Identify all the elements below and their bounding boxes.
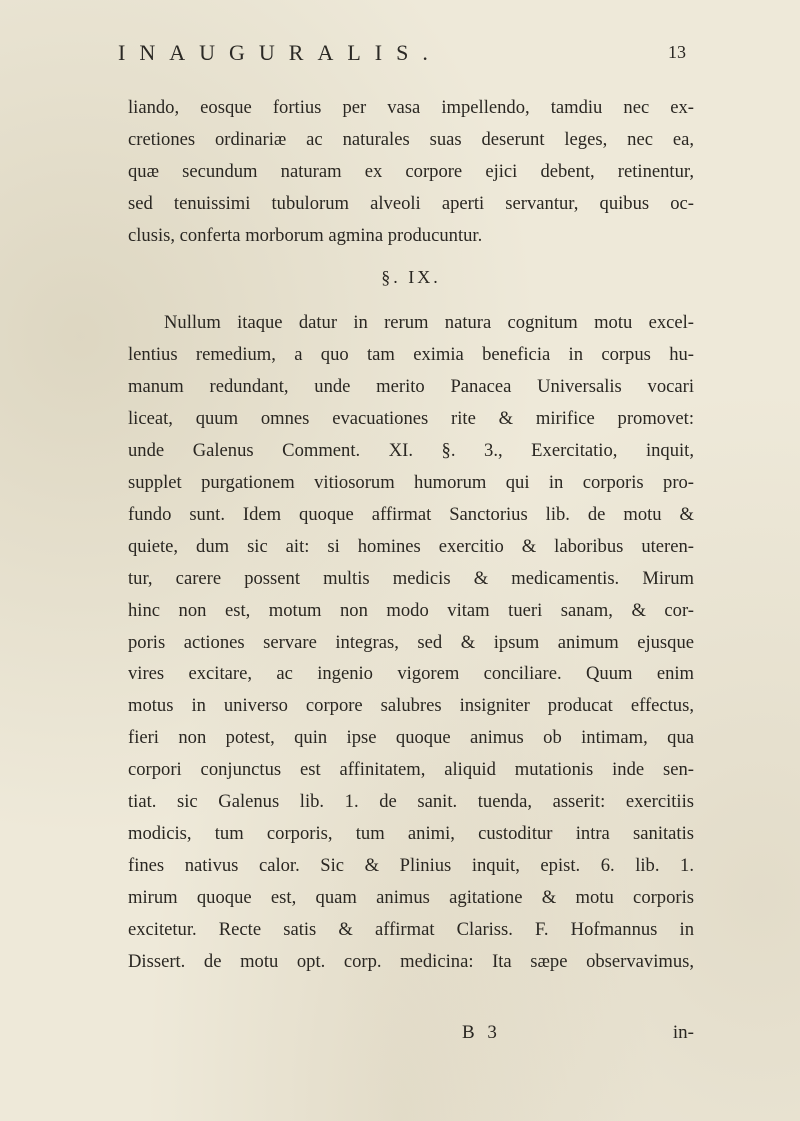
body-text xyxy=(128,92,694,977)
text-line: tur, carere possent multis medicis & medicamentis. Mirum xyxy=(128,567,694,589)
text-line: modicis, tum corporis, tum animi, custoditur intra sanitatis xyxy=(128,822,694,844)
text-line: unde Galenus Comment. XI. §. 3., Exercitatio, inquit, xyxy=(128,440,694,462)
text-line: quiete, dum sic ait: si homines exercitio & laboribus uteren- xyxy=(128,535,694,557)
catchword: in- xyxy=(672,1022,694,1043)
section-heading: §. IX. xyxy=(381,266,441,287)
text-line: quæ secundum naturam ex corpore ejici debent, retinentur, xyxy=(128,160,694,182)
text-line: fines nativus calor. Sic & Plinius inquit, epist. 6. lib. 1. xyxy=(128,854,694,876)
page-footer xyxy=(128,1022,694,1054)
text-line: liceat, quum omnes evacuationes rite & mirifice promovet: xyxy=(128,408,694,430)
text-line: vires excitare, ac ingenio vigorem conciliare. Quum enim xyxy=(128,663,694,685)
text-line: mirum quoque est, quam animus agitatione & motu corporis xyxy=(128,886,694,908)
text-line: Nullum itaque datur in rerum natura cognitum motu excel- xyxy=(164,312,694,334)
text-line: hinc non est, motum non modo vitam tueri sanam, & cor- xyxy=(128,599,694,621)
text-line: tiat. sic Galenus lib. 1. de sanit. tuenda, asserit: exercitiis xyxy=(128,791,694,813)
signature-mark: B 3 xyxy=(462,1022,501,1043)
text-line: clusis, conferta morborum agmina producuntur. xyxy=(128,224,483,246)
text-line: sed tenuissimi tubulorum alveoli aperti servantur, quibus oc- xyxy=(128,192,694,214)
text-line: Dissert. de motu opt. corp. medicina: Ita sæpe observavimus, xyxy=(128,950,694,972)
text-line: cretiones ordinariæ ac naturales suas deserunt leges, nec ea, xyxy=(128,128,694,150)
page-header xyxy=(118,40,686,80)
text-line: lentius remedium, a quo tam eximia beneficia in corpus hu- xyxy=(128,344,694,366)
page-number: 13 xyxy=(668,42,686,62)
text-line: fundo sunt. Idem quoque affirmat Sanctorius lib. de motu & xyxy=(128,503,694,525)
text-line: manum redundant, unde merito Panacea Universalis vocari xyxy=(128,376,694,398)
text-line: liando, eosque fortius per vasa impellendo, tamdiu nec ex- xyxy=(128,97,694,118)
running-title: INAUGURALIS. xyxy=(118,40,442,65)
text-line: supplet purgationem vitiosorum humorum qui in corporis pro- xyxy=(128,471,694,493)
text-line: corpori conjunctus est affinitatem, aliquid mutationis inde sen- xyxy=(128,759,694,781)
text-line: fieri non potest, quin ipse quoque animus ob intimam, qua xyxy=(128,727,694,749)
text-line: poris actiones servare integras, sed & ipsum animum ejusque xyxy=(128,631,694,653)
text-line: motus in universo corpore salubres insigniter producat effectus, xyxy=(128,695,694,717)
text-line: excitetur. Recte satis & affirmat Clariss. F. Hofmannus in xyxy=(128,918,694,940)
